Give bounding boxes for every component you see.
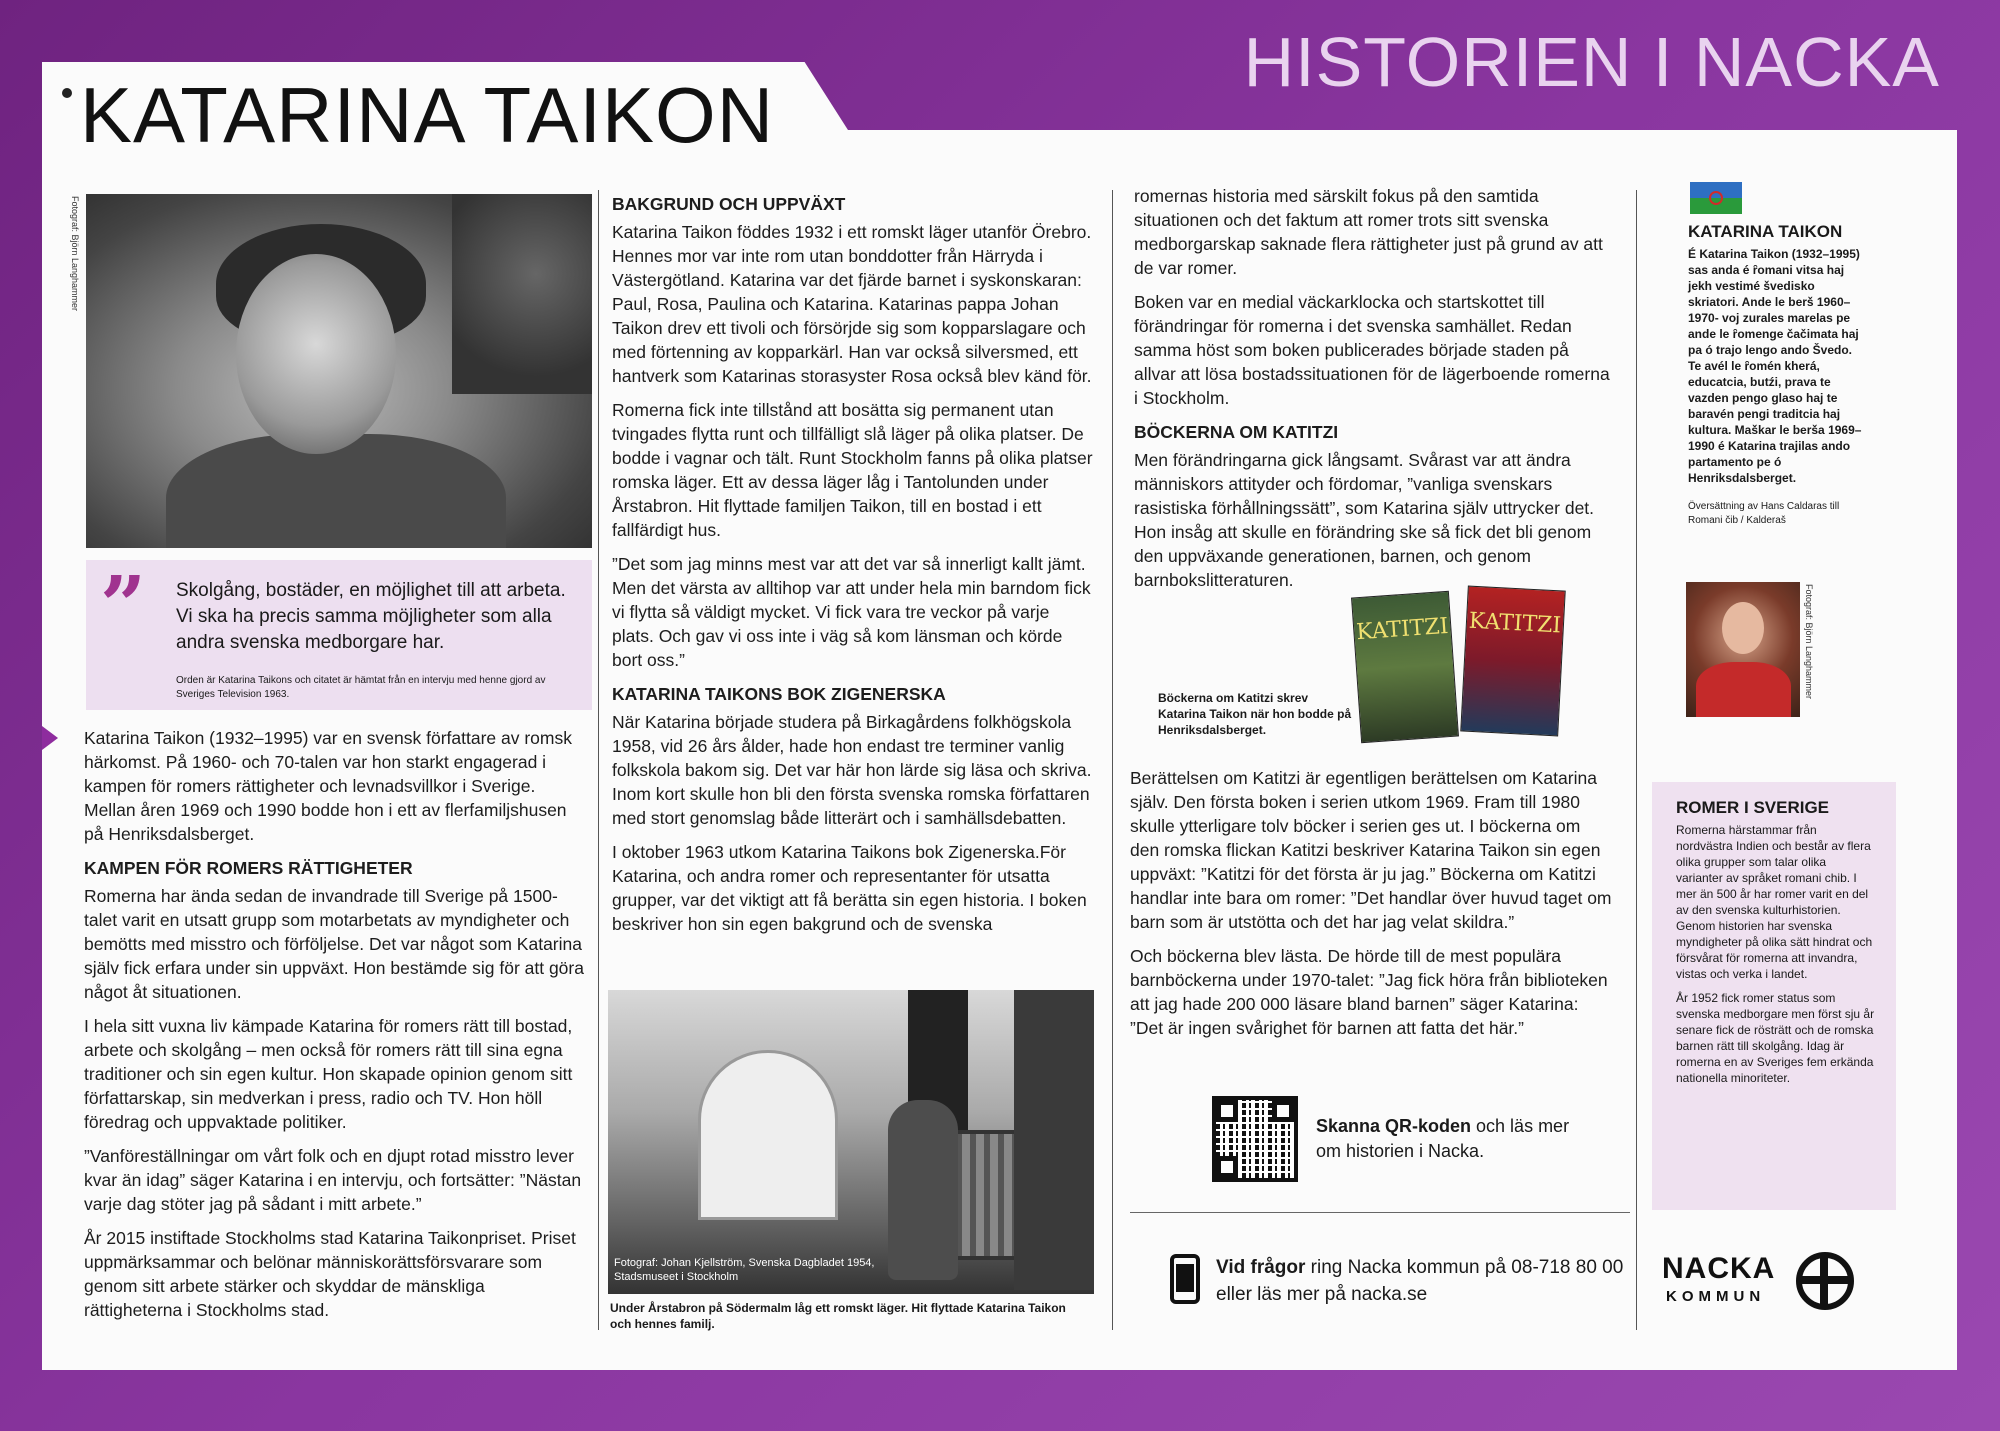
qr-rest: och läs mer om historien i Nacka. [1316,1116,1570,1161]
arrow-marker-icon [42,726,58,750]
column-divider [1636,190,1637,1330]
nacka-logo-sub: KOMMUN [1666,1288,1766,1305]
paragraph: Romerna har ända sedan de invandrade till Sverige på 1500-talet varit en utsatt grupp som motarbetats av myndigheter och bemötts med misstro och förföljelse. Det var något som Katarina själv fick erfara under sin uppväxt. Hon bestämde sig för att göra något åt situationen. [84,886,584,1002]
book-cover [1351,591,1459,743]
romer-paragraph: Romerna härstammar från nordvästra Indien och består av flera olika grupper som talar olika varianter av språket romani chib. I mer än 500 år har romer varit en del av den svenska kulturhistorien. Genom historien har svenska myndigheter på olika sätt hindrat och försvårat för romerna att invandra, vistas och verka i landet. [1676,823,1873,981]
katitzi-books-image [1356,588,1580,738]
qr-finder [1216,1100,1238,1122]
paragraph: Och böckerna blev lästa. De hörde till de mest populära barnböckerna under 1970-talet: ”Jag fick höra från biblioteken att jag hade 200 000 läsare bland barnen” säger Katarina: ”Det är ingen svårighet för barnen att fatta det här.” [1130,946,1608,1038]
portrait-photo [86,194,592,548]
quote-text: Skolgång, bostäder, en möjlighet till att arbeta. Vi ska ha precis samma möjligheter som alla andra svenska medborgare har. [176,580,566,653]
paragraph: När Katarina började studera på Birkagårdens folkhögskola 1958, vid 26 års ålder, hade hon endast tre terminer vanlig folkskola bakom sig. Det var här hon lärde sig läsa och skriva. Inom kort skulle hon bli den första svenska romska författaren med stort genomslag både litterärt och i samhällsdebatten. [612,712,1092,828]
contact-info [1216,1254,1636,1308]
contact-rest: ring Nacka kommun på 08-718 80 00 eller läs mer på nacka.se [1216,1257,1624,1305]
paragraph: Romerna fick inte tillstånd att bosätta sig permanent utan tvingades flytta runt och tillfälligt slå läger på olika platser. De bodde i vagnar och tält. Runt Stockholm fanns på olika platser romska läger. Ett av dessa läger låg i Tantolunden under Årstabron. Hit flyttade familjen Taikon, till en bostad i ett fallfärdigt hus. [612,400,1093,540]
romer-paragraph: År 1952 fick romer status som svenska medborgare men först sju år senare fick de rösträtt och de romska barnen rätt till skolgång. Idag är romerna en av Sveriges fem erkända nationella minoriteter. [1676,991,1875,1085]
column-3-bottom [1130,766,1614,1050]
paragraph: ”Vanföreställningar om vårt folk och en djupt rotad misstro lever kvar än idag” säger Katarina i en intervju, och fortsätter: ”Nästan varje dag stöter jag på sådant i mitt arbete.” [84,1146,582,1214]
paragraph: Boken var en medial väckarklocka och startskottet till förändringar för romerna i det svenska samhället. Redan samma höst som boken publicerades började staden på allvar att lösa bostadssituationen för de lägerboende romerna i Stockholm. [1134,292,1610,408]
nacka-logo-text: NACKA [1662,1252,1776,1285]
quote-source: Orden är Katarina Taikons och citatet är hämtat från en intervju med henne gjord av Sveriges Television 1963. [176,675,546,700]
qr-bold: Skanna QR-koden [1316,1116,1472,1136]
camp-photo [608,990,1094,1294]
books-caption: Böckerna om Katitzi skrev Katarina Taikon när hon bodde på Henriksdalsberget. [1158,691,1352,737]
paragraph: I oktober 1963 utkom Katarina Taikons bok Zigenerska.För Katarina, och andra romer och representanter för utsatta grupper, var det viktigt att få berätta sin egen historia. I boken beskriver hon sin egen bakgrund och de svenska [612,842,1087,934]
romani-text: É Katarina Taikon (1932–1995) sas anda é ȓomani vitsa haj jekh vestimé švedisko skriatori. Ande le berš 1960–1970- voj zurales marelas pe ande le ȓomenge čačimata haj pa ó trajo lengo ando Švedo. Te avél le ȓomén kherá, educatcia, butźi, prava te vazden pengo glaso haj te baravén pengi traditcia haj kultura. Maškar le berša 1969–1990 é Katarina trajilas ando partamento pe ó Henriksdalsberget. [1688,247,1862,485]
paragraph: I hela sitt vuxna liv kämpade Katarina för romers rätt till bostad, arbete och skolgång – men också för romers rätt till sina egna traditioner och sin egen kultur. Hon skapade opinion genom sitt författarskap, sin medverkan i press, radio och TV. Hon höll föredrag och uppvaktade politiker. [84,1016,573,1132]
paragraph: Men förändringarna gick långsamt. Svårast var att ändra människors attityder och fördomar, ”vanliga svenskars rasistiska förhållningssätt”, som Katarina själv uttrycker det. Hon insåg att skulle en förändring ske så fick det bli genom den uppväxande generationen, barnen, och genom barnbokslitteraturen. [1134,450,1595,590]
column-3-top [1134,184,1614,602]
qr-finder [1216,1156,1238,1178]
camp-photo-credit: Fotograf: Johan Kjellström, Svenska Dagbladet 1954, Stadsmuseet i Stockholm [614,1257,875,1283]
qr-finder [1272,1100,1294,1122]
main-title: KATARINA TAIKON [80,71,775,159]
intro-paragraph: Katarina Taikon (1932–1995) var en svensk författare av romsk härkomst. På 1960- och 70-talen var hon starkt engagerad i kampen för romers rättigheter och levnadsvillkor i Sverige. Mellan åren 1969 och 1990 bodde hon i ett av flerfamiljshusen på Henriksdalsberget. [84,728,572,844]
pin-icon [62,88,72,98]
separator [1130,1212,1630,1213]
phone-icon [1170,1254,1200,1304]
heading-zigenerska: KATARINA TAIKONS BOK ZIGENERSKA [612,684,946,704]
heading-bakgrund: BAKGRUND OCH UPPVÄXT [612,194,846,214]
roma-flag-icon [1690,182,1742,214]
qr-instruction [1316,1114,1576,1164]
photo-credit: Fotograf: Björn Langhammer [70,196,80,312]
column-4 [1688,224,1868,528]
romer-column [1676,800,1876,1086]
paragraph: Katarina Taikon föddes 1932 i ett romskt läger utanför Örebro. Hennes mor var inte rom utan bonddotter från Härryda i Västergötland. Katarina var det fjärde barnet i syskonskaran: Paul, Rosa, Paulina och Katarina. Katarinas pappa Johan Taikon drev ett tivoli och försörjde sig som kopparslagare och med förtenning av kopparkärl. Han var också silversmed, ett hantverk som Katarinas storasyster Rosa också blev känd för. [612,222,1092,386]
translation-note: Översättning av Hans Caldaras till Romani čib / Kalderaš [1688,501,1840,526]
quote-mark-icon: ” [100,558,147,652]
series-title: HISTORIEN I NACKA [1243,23,1940,101]
heading-romer: ROMER I SVERIGE [1676,798,1830,817]
column-2 [612,186,1096,946]
heading-katitzi: BÖCKERNA OM KATITZI [1134,422,1339,442]
column-1 [84,726,584,1332]
paragraph: ”Det som jag minns mest var att det var så innerligt kallt jämt. Men det värsta av alltihop var att under hela min barndom fick vi flytta så väldigt mycket. Vi fick vara tre veckor på varje plats. Och gav vi oss inte i väg så kom länsman och körde bort oss.” [612,554,1091,670]
book-cover [1460,586,1566,737]
book-title: KATITZI [1355,613,1450,646]
contact-bold: Vid frågor [1216,1257,1306,1278]
column-divider [1112,190,1113,1330]
photo-credit: Fotograf: Björn Langhammer [1804,584,1814,700]
camp-photo-caption: Under Årstabron på Södermalm låg ett romskt läger. Hit flyttade Katarina Taikon och hennes familj. [610,1301,1066,1331]
book-title: KATITZI [1468,608,1562,639]
heading-katarina-romani: KATARINA TAIKON [1688,222,1843,241]
paragraph: Berättelsen om Katitzi är egentligen berättelsen om Katarina själv. Den första boken i serien utkom 1969. Fram till 1980 skulle ytterligare tolv böcker i serien ges ut. I böckerna om den romska flickan Katitzi beskriver Katarina Taikon sin egen uppväxt: ”Katitzi för det första är ju jag.” Böckerna om Katitzi handlar inte bara om romer: ”Det handlar över huvud taget om barn som är utstötta och det har jag velat skildra.” [1130,768,1612,932]
column-divider [598,190,599,1330]
heading-kampen: KAMPEN FÖR ROMERS RÄTTIGHETER [84,858,413,878]
nacka-logo-icon [1796,1252,1854,1310]
paragraph: År 2015 instiftade Stockholms stad Katarina Taikonpriset. Priset uppmärksammar och belönar människorättsförsvarare som genom sitt arbete stärker och skyddar de mänskliga rättigheterna i Stockholms stad. [84,1228,576,1320]
portrait-photo-2 [1686,582,1800,717]
paragraph: romernas historia med särskilt fokus på den samtida situationen och det faktum att romer trots sitt svenska medborgarskap saknade flera rättigheter just på grund av att de var romer. [1134,186,1603,278]
